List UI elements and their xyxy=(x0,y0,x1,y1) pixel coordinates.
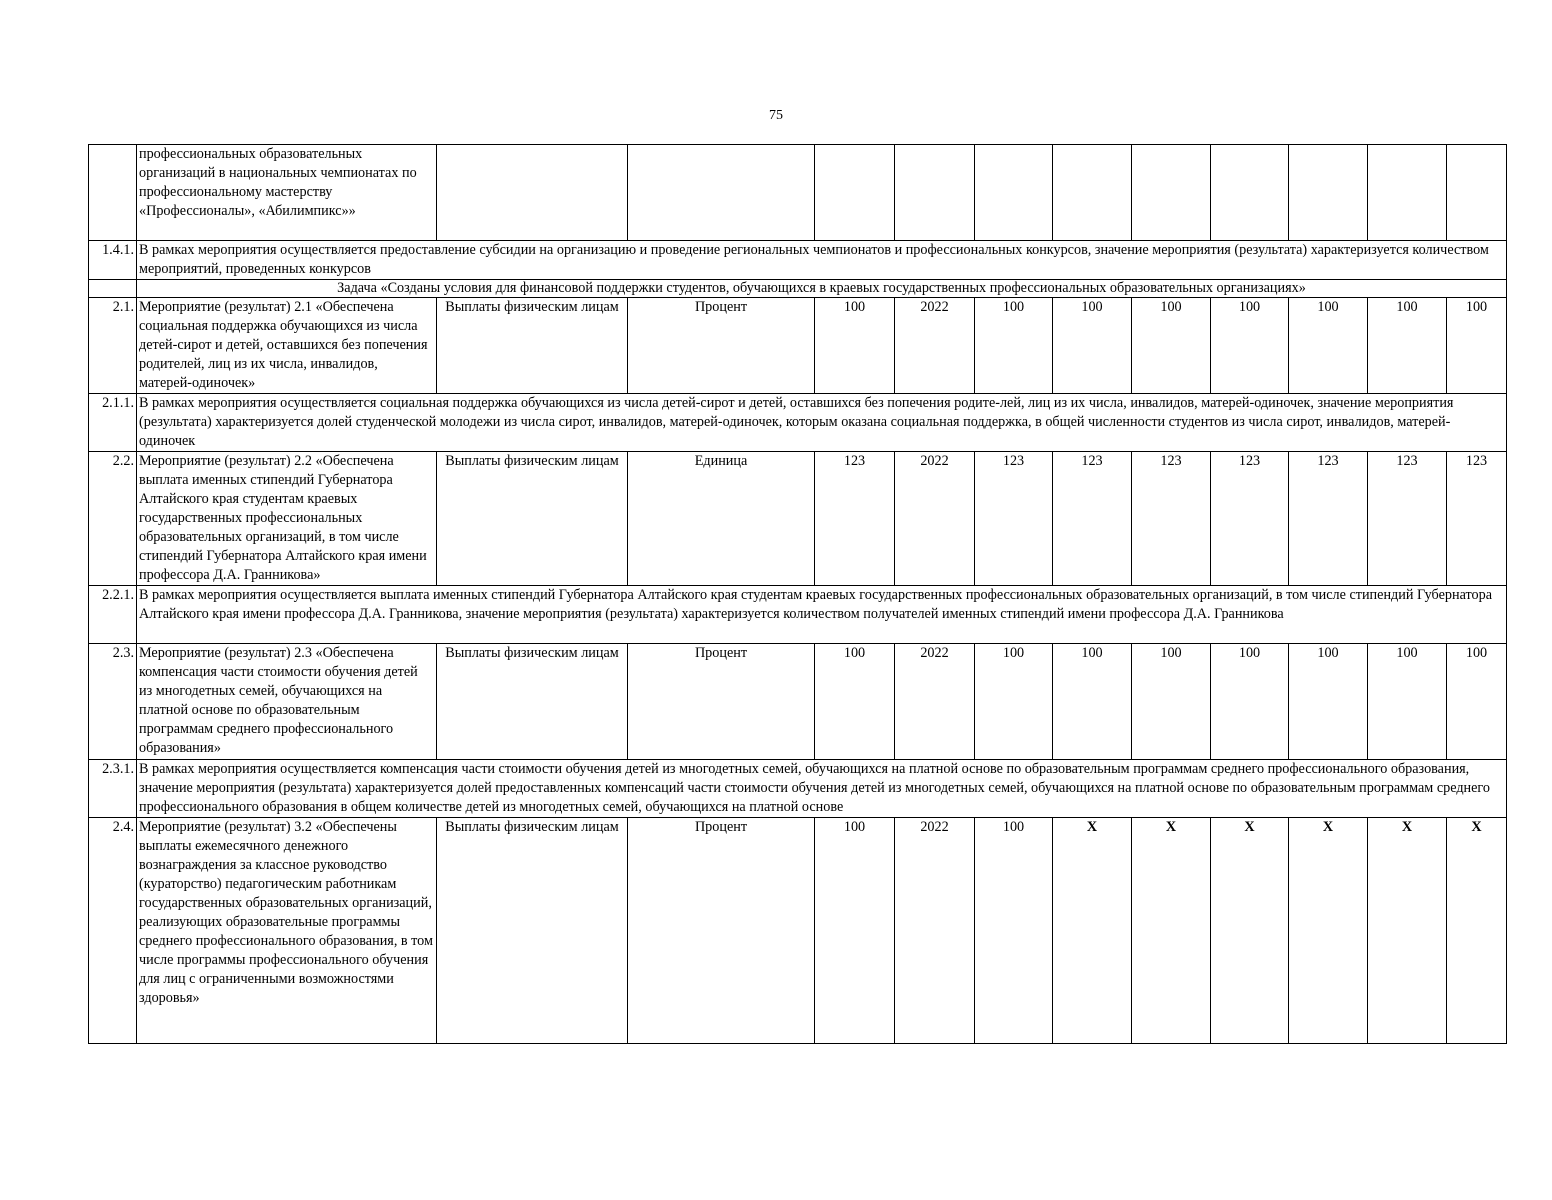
value-cell: 100 xyxy=(1368,644,1447,760)
row-number-cell: 2.1. xyxy=(89,298,137,394)
unit-cell: Процент xyxy=(628,818,815,1044)
row-number-cell: 2.3. xyxy=(89,644,137,760)
value-cell: 100 xyxy=(1447,644,1507,760)
base-year-cell: 2022 xyxy=(895,644,975,760)
measure-name-cell: Мероприятие (результат) 2.3 «Обеспечена компенсация части стоимости обучения детей из многодетных семей, обучающихся на платной основе по образовательным программам среднего профессионального образования» xyxy=(137,644,437,760)
measure-name-cell: Мероприятие (результат) 2.2 «Обеспечена выплата именных стипендий Губернатора Алтайского края студентам краевых государственных профессиональных образовательных организаций, в том числе стипендий Губернатора Алтайского края имени профессора Д.А. Гранникова» xyxy=(137,452,437,586)
base-value-cell: 100 xyxy=(815,818,895,1044)
value-cell: X xyxy=(1053,818,1132,1044)
row-number-cell: 1.4.1. xyxy=(89,241,137,280)
table-row xyxy=(89,586,1507,644)
value-cell: 123 xyxy=(975,452,1053,586)
value-cell: 100 xyxy=(1053,298,1132,394)
value-cell: X xyxy=(1368,818,1447,1044)
base-year-cell: 2022 xyxy=(895,298,975,394)
value-cell: 100 xyxy=(1447,298,1507,394)
value-cell: 123 xyxy=(1289,452,1368,586)
value-cell: 100 xyxy=(1289,644,1368,760)
measure-type-cell: Выплаты физическим лицам xyxy=(437,644,628,760)
table-row xyxy=(89,644,1507,760)
value-cell: 123 xyxy=(1132,452,1211,586)
row-number-cell: 2.2. xyxy=(89,452,137,586)
row-number-cell: 2.4. xyxy=(89,818,137,1044)
base-year-cell: 2022 xyxy=(895,452,975,586)
task-row xyxy=(89,280,1507,298)
base-value-cell: 100 xyxy=(815,644,895,760)
table-row xyxy=(89,818,1507,1044)
base-value-cell: 123 xyxy=(815,452,895,586)
row-number-cell: 2.2.1. xyxy=(89,586,137,644)
value-cell: X xyxy=(1289,818,1368,1044)
table-row xyxy=(89,241,1507,280)
table-row xyxy=(89,394,1507,452)
description-cell: В рамках мероприятия осуществляется социальная поддержка обучающихся из числа детей-сирот и детей, оставшихся без попечения родите-лей, лиц из их числа, инвалидов, матерей-одиночек, значение мероприятия (результата) характеризуется долей студенческой молодежи из числа сирот, инвалидов, матерей-одиночек, которым оказана социальная поддержка, в общей численности студентов из числа сирот, инвалидов, матерей-одиночек xyxy=(137,394,1507,452)
value-cell: 123 xyxy=(1053,452,1132,586)
value-cell: 123 xyxy=(1447,452,1507,586)
value-cell: 100 xyxy=(1132,298,1211,394)
table-row xyxy=(89,452,1507,586)
value-cell: 100 xyxy=(1289,298,1368,394)
description-cell: В рамках мероприятия осуществляется выплата именных стипендий Губернатора Алтайского края студентам краевых государственных профессиональных образовательных организаций, в том числе стипендий Губернатора Алтайского края имени профессора Д.А. Гранникова, значение мероприятия (результата) характеризуется количеством получателей именных стипендий имени профессора Д.А. Гранникова xyxy=(137,586,1507,644)
value-cell: X xyxy=(1132,818,1211,1044)
measure-name-cell: Мероприятие (результат) 2.1 «Обеспечена социальная поддержка обучающихся из числа детей-сирот и детей, оставшихся без попечения родителей, лиц из их числа, инвалидов, матерей-одиночек» xyxy=(137,298,437,394)
measure-type-cell: Выплаты физическим лицам xyxy=(437,452,628,586)
table-row xyxy=(89,298,1507,394)
table-row xyxy=(89,760,1507,818)
value-cell: 100 xyxy=(1132,644,1211,760)
value-cell: 100 xyxy=(1053,644,1132,760)
row-number-cell: 2.1.1. xyxy=(89,394,137,452)
value-cell: 100 xyxy=(1211,644,1289,760)
measure-name-cell: профессиональных образовательных организаций в национальных чемпионатах по профессиональному мастерству «Профессионалы», «Абилимпикс»» xyxy=(137,145,437,241)
value-cell: 100 xyxy=(1368,298,1447,394)
value-cell: 123 xyxy=(1368,452,1447,586)
value-cell: 123 xyxy=(1211,452,1289,586)
value-cell: 100 xyxy=(975,644,1053,760)
measure-name-cell: Мероприятие (результат) 3.2 «Обеспечены выплаты ежемесячного денежного вознаграждения за классное руководство (кураторство) педагогическим работникам государственных образовательных организаций, реализующих образовательные программы среднего профессионального образования, в том числе программы профессионального обучения для лиц с ограниченными возможностями здоровья» xyxy=(137,818,437,1044)
base-value-cell: 100 xyxy=(815,298,895,394)
value-cell: 100 xyxy=(1211,298,1289,394)
indicators-table xyxy=(88,144,1507,1044)
value-cell: 100 xyxy=(975,818,1053,1044)
measure-type-cell: Выплаты физическим лицам xyxy=(437,818,628,1044)
unit-cell: Процент xyxy=(628,644,815,760)
base-year-cell: 2022 xyxy=(895,818,975,1044)
page-number: 75 xyxy=(769,108,783,123)
description-cell: В рамках мероприятия осуществляется компенсация части стоимости обучения детей из многодетных семей, обучающихся на платной основе по образовательным программам среднего профессионального образования, значение мероприятия (результата) характеризуется долей предоставленных компенсаций части стоимости обучения детей из многодетных семей, обучающихся на платной основе по образовательным программам среднего профессионального образования в общем количестве детей из многодетных семей, обучающихся на платной основе xyxy=(137,760,1507,818)
value-cell: X xyxy=(1211,818,1289,1044)
row-number-cell: 2.3.1. xyxy=(89,760,137,818)
description-cell: В рамках мероприятия осуществляется предоставление субсидии на организацию и проведение региональных чемпионатов и профессиональных конкурсов, значение мероприятия (результата) характеризуется количеством мероприятий, проведенных конкурсов xyxy=(137,241,1507,280)
table-row xyxy=(89,145,1507,241)
value-cell: 100 xyxy=(975,298,1053,394)
task-heading: Задача «Созданы условия для финансовой поддержки студентов, обучающихся в краевых государственных профессиональных образовательных организациях» xyxy=(137,280,1507,298)
value-cell: X xyxy=(1447,818,1507,1044)
row-number-cell xyxy=(89,145,137,241)
unit-cell: Единица xyxy=(628,452,815,586)
measure-type-cell: Выплаты физическим лицам xyxy=(437,298,628,394)
unit-cell: Процент xyxy=(628,298,815,394)
